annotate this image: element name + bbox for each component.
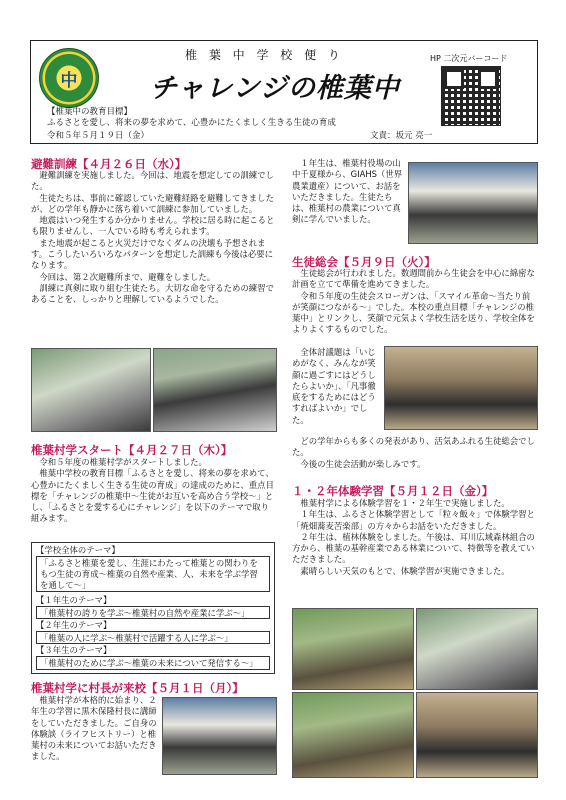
paragraph: 令和５年度の椎葉村学がスタートしました。 xyxy=(39,457,207,467)
g3-theme-text: 「椎葉村のために学ぶ～椎葉の未来について発信する～」 xyxy=(36,656,270,670)
paragraph: また地震が起こると火災だけでなくダムの決壊も予想されます。こうしたいろいろなパターンを想定した訓練も今後は必要になります。 xyxy=(31,237,274,271)
paragraph: 素晴らしい天気のもとで、体験学習が実施できました。 xyxy=(300,565,510,576)
school-theme-text: 「ふるさと椎葉を愛し、生涯にわたって椎葉との関わりをもつ生徒の育成～椎葉の自然や産業、人、未来を学ぶ学習を通して～」 xyxy=(36,556,270,592)
mayor-body xyxy=(31,695,157,763)
paragraph: 生徒総会が行われました。数週間前から生徒会を中心に綿密な計画を立てて準備を進めてきました。 xyxy=(292,268,535,290)
drill-body xyxy=(31,170,275,306)
g2-theme-label: 【２年生のテーマ】 xyxy=(36,620,112,630)
g3-theme-label: 【３年生のテーマ】 xyxy=(36,645,112,655)
experience-photo-4 xyxy=(416,692,538,778)
drill-photo-1 xyxy=(31,348,151,432)
experience-body xyxy=(292,498,536,577)
paragraph: 全体討議題は「いじめがなく、みんなが笑顔に過ごすにはどうしたらよいか」、「凡事徹底をするためにはどうすればよいか」でした。 xyxy=(292,347,376,425)
council-heading: 生徒総会【５月９日（火）】 xyxy=(292,255,436,269)
grade1-body xyxy=(292,158,404,226)
themes-box xyxy=(31,542,275,674)
council-body-2 xyxy=(292,347,382,426)
paragraph: 令和５年度の生徒会スローガンは、「スマイル革命～当たり前が笑顔につながる～」でした。本校の重点目標「チャレンジの椎葉中」とリンクし、笑顔で元気よく学校生活を送り、学校全体をよりよくするものでした。 xyxy=(292,290,535,335)
qr-label: HP 二次元バーコード xyxy=(430,54,508,63)
newsletter-title: チャレンジの椎葉中 xyxy=(150,73,400,104)
experience-photo-1 xyxy=(292,608,414,690)
author: 文責：坂元 亮一 xyxy=(370,131,433,141)
g1-theme-label: 【１年生のテーマ】 xyxy=(36,595,112,605)
school-emblem xyxy=(39,48,99,108)
paragraph: 椎葉村学が本格的に始まり、２年生の学習に黒木保隆村長に講師をしていただきました。ご自身の体験談（ライフヒストリー）と椎葉村の未来についてお話いただきました。 xyxy=(31,695,157,762)
paragraph: ２年生は、植林体験をしました。午後は、耳川広域森林組合の方から、椎葉の基幹産業である林業について、特徴等を教えていただきました。 xyxy=(292,531,535,565)
drill-photo-2 xyxy=(153,348,277,432)
mayor-heading: 椎葉村学に村長が来校【５月１日（月）】 xyxy=(31,681,244,695)
paragraph: どの学年からも多くの発表があり、活気あふれる生徒総会でした。 xyxy=(292,436,535,458)
grade1-photo xyxy=(408,162,538,244)
village-study-body xyxy=(31,457,275,525)
experience-photo-3 xyxy=(292,692,414,778)
village-study-heading: 椎葉村学スタート【４月２７日（木）】 xyxy=(31,443,233,457)
qr-code-icon[interactable] xyxy=(441,66,501,126)
mayor-photo xyxy=(162,697,277,775)
council-body-1 xyxy=(292,268,536,336)
paragraph: 生徒たちは、事前に確認していた避難経路を避難してきましたが、どの学年も静かに落ち着いて訓練に参加していました。 xyxy=(31,192,274,214)
emblem-char: 中 xyxy=(60,71,78,91)
goal-heading: 【椎葉中の教育目標】 xyxy=(47,107,133,117)
g1-theme-text: 「椎葉村の誇りを学ぶ～椎葉村の自然や産業に学ぶ～」 xyxy=(36,606,270,619)
drill-heading: 避難訓練【４月２６日（水）】 xyxy=(31,157,187,171)
education-goal xyxy=(47,107,336,129)
school-theme-label: 【学校全体のテーマ】 xyxy=(36,545,120,555)
council-photo xyxy=(384,346,538,430)
paragraph: 訓練に真剣に取り組む生徒たち。大切な命を守るための練習であることを、しっかりと理解しているようでした。 xyxy=(31,282,274,305)
newsletter-subtitle: 椎 葉 中 学 校 便 り xyxy=(185,48,344,62)
paragraph: １年生は、椎葉村役場の山中千夏様から、GIAHS（世界農業遺産）について、お話をいただきました。生徒たちは、椎葉村の農業について真剣に学んでいました。 xyxy=(292,158,403,225)
paragraph: 地震はいつ発生するか分かりません。学校に居る時に起こるとも限りませんし、一人でいる時も考えられます。 xyxy=(31,215,275,237)
paragraph: １年生は、ふるさと体験学習として「粒々飯々」で体験学習と「焼畑蕎麦苦楽部」の方々からお話をいただきました。 xyxy=(292,509,535,531)
council-body-3 xyxy=(292,436,536,470)
paragraph: 椎葉村学による体験学習を１・２年生で実施しました。 xyxy=(300,498,510,508)
paragraph: 避難訓練を実施しました。今回は、地震を想定しての訓練でした。 xyxy=(31,170,274,192)
paragraph: 今後の生徒会活動が楽しみです。 xyxy=(300,458,426,469)
paragraph: 椎葉中学校の教育目標「ふるさとを愛し、将来の夢を求めて、心豊かにたくましく生きる生徒の育成」の達成のために、重点目標を「チャレンジの椎葉中～生徒がお互いを高め合う学校～」とし、「ふるさとを愛する心にチャレンジ」を以下のテーマで取り組みます。 xyxy=(31,468,274,524)
goal-text: ふるさとを愛し、将来の夢を求めて、心豊かにたくましく生きる生徒の育成 xyxy=(47,118,336,128)
g2-theme-text: 「椎葉の人に学ぶ～椎葉村で活躍する人に学ぶ～」 xyxy=(36,631,270,644)
experience-photo-2 xyxy=(416,608,538,690)
experience-heading: １・２年体験学習【５月１２日（金）】 xyxy=(292,484,494,498)
paragraph: 今回は、第２次避難所まで、避難をしました。 xyxy=(39,271,216,282)
issue-date: 令和５年５月１９日（金） xyxy=(47,131,150,141)
